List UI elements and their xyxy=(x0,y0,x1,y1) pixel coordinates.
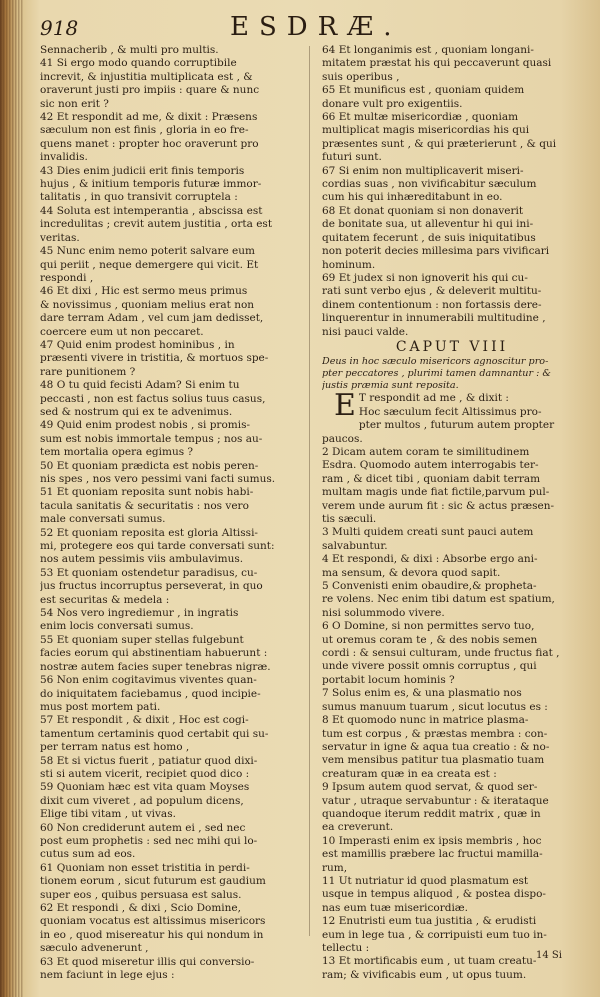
text-line: unde vivere possit omnis corruptus , qui xyxy=(322,660,537,673)
book-title: ESDRÆ. xyxy=(230,12,402,42)
text-line: super eos , quibus persuasa est salus. xyxy=(40,888,242,901)
left-column xyxy=(40,44,300,982)
text-line: quandoque iterum reddit matrix , quæ in xyxy=(322,807,541,820)
text-line: mitatem præstat his qui peccaverunt quasi xyxy=(322,57,552,70)
text-line: creaturam quæ in ea creata est : xyxy=(322,767,497,780)
text-line: servatur in igne & aqua tua creatio : & no- xyxy=(322,740,550,753)
summary-line: justis præmia sunt reposita. xyxy=(322,380,459,392)
text-line: ram , & dicet tibi , quoniam dabit terram xyxy=(322,472,541,485)
text-line: tacula sanitatis & securitatis : nos vero xyxy=(40,499,249,512)
text-line: tum est corpus , & præstas membra : con- xyxy=(322,727,548,740)
text-line: nostræ autem facies super tenebras nigræ. xyxy=(40,660,271,673)
text-line: 59 Quoniam hæc est vita quam Moyses xyxy=(40,781,250,794)
text-line: quoniam vocatus est altissimus misericors xyxy=(40,915,266,928)
text-line: 6 O Domine, si non permittes servo tuo, xyxy=(322,620,535,633)
text-line: de bonitate sua, ut alleventur hi qui ini- xyxy=(322,218,534,231)
text-line: ut oremus coram te , & des nobis semen xyxy=(322,633,538,646)
text-line: tionem eorum , sicut futurum est gaudium xyxy=(40,875,266,888)
text-line: vatur , utraque servabuntur : & iterataque xyxy=(322,794,549,807)
text-line: qui periit , neque demergere qui vicit. Et xyxy=(40,258,259,271)
text-line: ram; & vivificabis eum , ut opus tuum. xyxy=(322,968,527,981)
text-line: sum est nobis immortale tempus ; nos au- xyxy=(40,432,263,445)
text-line: oraverunt justi pro impiis : quare & nunc xyxy=(40,84,260,97)
text-line: quens manet : propter hoc oraverunt pro xyxy=(40,137,259,150)
right-column-bottom-verses xyxy=(322,419,582,982)
text-line: rati sunt verbo ejus , & deleverit multitu- xyxy=(322,285,542,298)
text-line: 57 Et respondit , & dixit , Hoc est cogi- xyxy=(40,714,249,727)
text-line: 69 Et judex si non ignoverit his qui cu- xyxy=(322,271,528,284)
text-line: ea creverunt. xyxy=(322,821,394,834)
text-line: 3 Multi quidem creati sunt pauci autem xyxy=(322,526,534,539)
text-line: 48 O tu quid fecisti Adam? Si enim tu xyxy=(40,379,240,392)
text-line: cordi : & sensui culturam, unde fructus fiat , xyxy=(322,647,560,660)
text-line: sumus manuum tuarum , sicut locutus es : xyxy=(322,700,548,713)
summary-line: Deus in hoc sæculo misericors agnoscitur pro- xyxy=(322,356,549,368)
text-line: enim locis conversati sumus. xyxy=(40,620,194,633)
text-line: 11 Ut nutriatur id quod plasmatum est xyxy=(322,874,529,887)
text-line: increvit, & injustitia multiplicata est , & xyxy=(40,70,253,83)
page-number: 918 xyxy=(40,16,79,40)
text-line: sic non erit ? xyxy=(40,97,109,110)
text-line: in eo , quod misereatur his qui nondum in xyxy=(40,928,264,941)
text-line: portabit locum hominis ? xyxy=(322,673,455,686)
chapter-heading: CAPUT VIII xyxy=(395,338,509,355)
text-line: 66 Et multæ misericordiæ , quoniam xyxy=(322,111,519,124)
text-line: dixit cum viveret , ad populum dicens, xyxy=(40,794,244,807)
text-line: & novissimus , quoniam melius erat non xyxy=(40,298,255,311)
text-line: Esdra. Quomodo autem interrogabis ter- xyxy=(322,459,539,472)
text-line: 68 Et donat quoniam si non donaverit xyxy=(322,204,524,217)
text-line: 42 Et respondit ad me, & dixit : Præsens xyxy=(40,111,258,124)
text-line: do iniquitatem faciebamus , quod incipie- xyxy=(40,687,261,700)
text-line: præsenti vivere in tristitia, & mortuos spe- xyxy=(40,352,269,365)
text-line: rare punitionem ? xyxy=(40,365,136,378)
text-line: post eum prophetis : sed nec mihi qui lo- xyxy=(40,834,258,847)
text-line: non poterit decies millesima pars vivificari xyxy=(322,245,550,258)
text-line: 63 Et quod miseretur illis qui conversio- xyxy=(40,955,255,968)
text-line: veritas. xyxy=(40,231,80,244)
text-line: cum his qui inhæreditabunt in eo. xyxy=(322,191,503,204)
text-line: male conversati sumus. xyxy=(40,513,166,526)
text-line: sti si autem vicerit, recipiet quod dico : xyxy=(40,767,250,780)
text-line: nisi solummodo vivere. xyxy=(322,606,445,619)
text-line: 50 Et quoniam prædicta est nobis peren- xyxy=(40,459,259,472)
catchword: 14 Si xyxy=(536,950,562,961)
summary-line: pter peccatores , plurimi tamen damnantur : & xyxy=(322,368,551,380)
text-line: salvabuntur. xyxy=(322,539,388,552)
text-line: multam magis unde fiat fictile,parvum pul- xyxy=(322,486,550,499)
text-line: T respondit ad me , & dixit : xyxy=(358,392,509,405)
text-line: facies eorum qui abstinentiam habuerunt : xyxy=(40,647,268,660)
text-line: 8 Et quomodo nunc in matrice plasma- xyxy=(322,714,529,727)
page-edge-shading xyxy=(0,0,24,997)
text-line: 65 Et munificus est , quoniam quidem xyxy=(322,84,525,97)
text-line: nisi pauci valde. xyxy=(322,325,409,338)
text-line: nis spes , nos vero pessimi vani facti sumus. xyxy=(40,473,276,485)
text-line: 55 Et quoniam super stellas fulgebunt xyxy=(40,633,244,646)
chapter-opening xyxy=(322,388,582,424)
text-line: verem unde aurum fit : sic & actus præsen- xyxy=(322,499,555,512)
text-line: 60 Non crediderunt autem ei , sed nec xyxy=(40,821,246,834)
text-line: 64 Et longanimis est , quoniam longani- xyxy=(322,44,534,56)
text-line: paucos. xyxy=(322,432,363,445)
text-line: 52 Et quoniam reposita est gloria Altissi- xyxy=(40,526,258,539)
text-line: 54 Nos vero ingrediemur , in ingratis xyxy=(40,607,239,620)
text-line: 5 Convenisti enim obaudire,& propheta- xyxy=(322,580,537,593)
text-line: est securitas & medela : xyxy=(40,593,170,606)
text-line: 53 Et quoniam ostendetur paradisus, cu- xyxy=(40,566,258,579)
right-column-top-verses xyxy=(322,44,582,339)
text-line: mus post mortem pati. xyxy=(40,700,161,713)
text-line: cutus sum ad eos. xyxy=(40,848,136,861)
text-line: ma sensum, & devora quod sapit. xyxy=(322,566,501,579)
text-line: præsentes sunt , & qui præterierunt , & qui xyxy=(322,137,557,150)
text-line: nas eum tuæ misericordiæ. xyxy=(322,901,469,914)
text-line: Hoc sæculum fecit Altissimus pro- xyxy=(358,405,542,418)
text-line: Elige tibi vitam , ut vivas. xyxy=(40,808,176,821)
text-line: donare vult pro exigentiis. xyxy=(322,97,463,110)
text-line: 45 Nunc enim nemo poterit salvare eum xyxy=(40,245,255,258)
text-line: hominum. xyxy=(322,258,376,271)
text-line: 51 Et quoniam reposita sunt nobis habi- xyxy=(40,486,254,499)
text-line: 49 Quid enim prodest nobis , si promis- xyxy=(40,419,251,432)
text-line: rum, xyxy=(322,861,348,874)
text-line: incredulitas ; crevit autem justitia , orta est xyxy=(40,218,273,231)
text-line: futuri sunt. xyxy=(322,151,382,164)
text-line: nem faciunt in lege ejus : xyxy=(40,969,175,982)
text-line: respondi , xyxy=(40,271,94,284)
text-line: jus fructus incorruptus perseverat, in quo xyxy=(40,580,263,593)
text-line: invalidis. xyxy=(40,151,88,164)
text-line: mi, protegere eos qui tarde conversati sunt: xyxy=(40,540,275,553)
text-line: sæculum non est finis , gloria in eo fre- xyxy=(40,124,249,137)
text-line: sed & nostrum qui ex te advenimus. xyxy=(40,405,233,418)
running-head xyxy=(40,12,576,46)
chapter-summary xyxy=(322,356,582,392)
text-line: sæculo advenerunt , xyxy=(40,942,149,955)
text-line: tellectu : xyxy=(322,942,370,954)
text-line: 4 Et respondi, & dixi : Absorbe ergo ani- xyxy=(322,553,538,566)
text-line: talitatis , in quo transivit corruptela : xyxy=(40,191,238,204)
text-line: pter multos , futurum autem propter xyxy=(358,419,555,432)
text-line: 12 Enutristi eum tua justitia , & erudisti xyxy=(322,915,537,928)
text-line: eum in lege tua , & corripuisti eum tuo in- xyxy=(322,928,547,941)
text-line: 67 Si enim non multiplicaverit miseri- xyxy=(322,164,524,177)
text-line: 56 Non enim cogitavimus viventes quan- xyxy=(40,674,257,687)
text-line: per terram natus est homo , xyxy=(40,741,190,754)
text-line: 61 Quoniam non esset tristitia in perdi- xyxy=(40,861,250,874)
text-line: dare terram Adam , vel cum jam dedisset, xyxy=(40,312,264,325)
text-line: multiplicat magis misericordias his qui xyxy=(322,124,530,137)
text-line: quitatem fecerunt , de suis iniquitatibus xyxy=(322,231,536,244)
text-line: 7 Solus enim es, & una plasmatio nos xyxy=(322,687,522,700)
column-divider xyxy=(309,46,310,936)
text-line: 10 Imperasti enim ex ipsis membris , hoc xyxy=(322,834,542,847)
text-line: tem mortalia opera egimus ? xyxy=(40,446,194,459)
text-line: 43 Dies enim judicii erit finis temporis xyxy=(40,164,245,177)
text-line: vem mensibus patitur tua plasmatio tuam xyxy=(322,754,545,767)
text-line: tis sæculi. xyxy=(322,513,377,525)
drop-cap: E xyxy=(334,388,356,424)
text-line: dinem contentionum : non fortassis dere- xyxy=(322,298,542,311)
text-line: peccasti , non est factus solius tuus casus, xyxy=(40,392,266,405)
text-line: hujus , & initium temporis futuræ immor- xyxy=(40,178,262,191)
text-line: Sennacherib , & multi pro multis. xyxy=(40,44,219,56)
text-line: nos autem pessimis viis ambulavimus. xyxy=(40,553,244,566)
text-line: 44 Soluta est intemperantia , abscissa est xyxy=(40,204,263,217)
text-line: coercere eum ut non peccaret. xyxy=(40,325,204,338)
text-line: 13 Et mortificabis eum , ut tuam creatu- xyxy=(322,955,537,968)
text-line: 62 Et respondi , & dixi , Scio Domine, xyxy=(40,902,241,914)
text-line: 2 Dicam autem coram te similitudinem xyxy=(322,445,530,458)
text-line: 58 Et si victus fuerit , patiatur quod dixi- xyxy=(40,754,258,767)
text-line: suis operibus , xyxy=(322,70,400,83)
text-line: tamentum certaminis quod certabit qui su- xyxy=(40,727,269,740)
text-line: 46 Et dixi , Hic est sermo meus primus xyxy=(40,285,248,298)
text-line: usque in tempus aliquod , & postea dispo- xyxy=(322,888,546,901)
text-line: 9 Ipsum autem quod servat, & quod ser- xyxy=(322,781,538,794)
text-line: est mamillis præbere lac fructui mamilla- xyxy=(322,848,543,861)
text-line: linquerentur in innumerabili multitudine , xyxy=(322,312,546,325)
text-line: cordias suas , non vivificabitur sæculum xyxy=(322,178,537,191)
text-line: 47 Quid enim prodest hominibus , in xyxy=(40,338,235,351)
text-line: 41 Si ergo modo quando corruptibile xyxy=(40,57,237,70)
text-line: re volens. Nec enim tibi datum est spatium, xyxy=(322,593,555,606)
